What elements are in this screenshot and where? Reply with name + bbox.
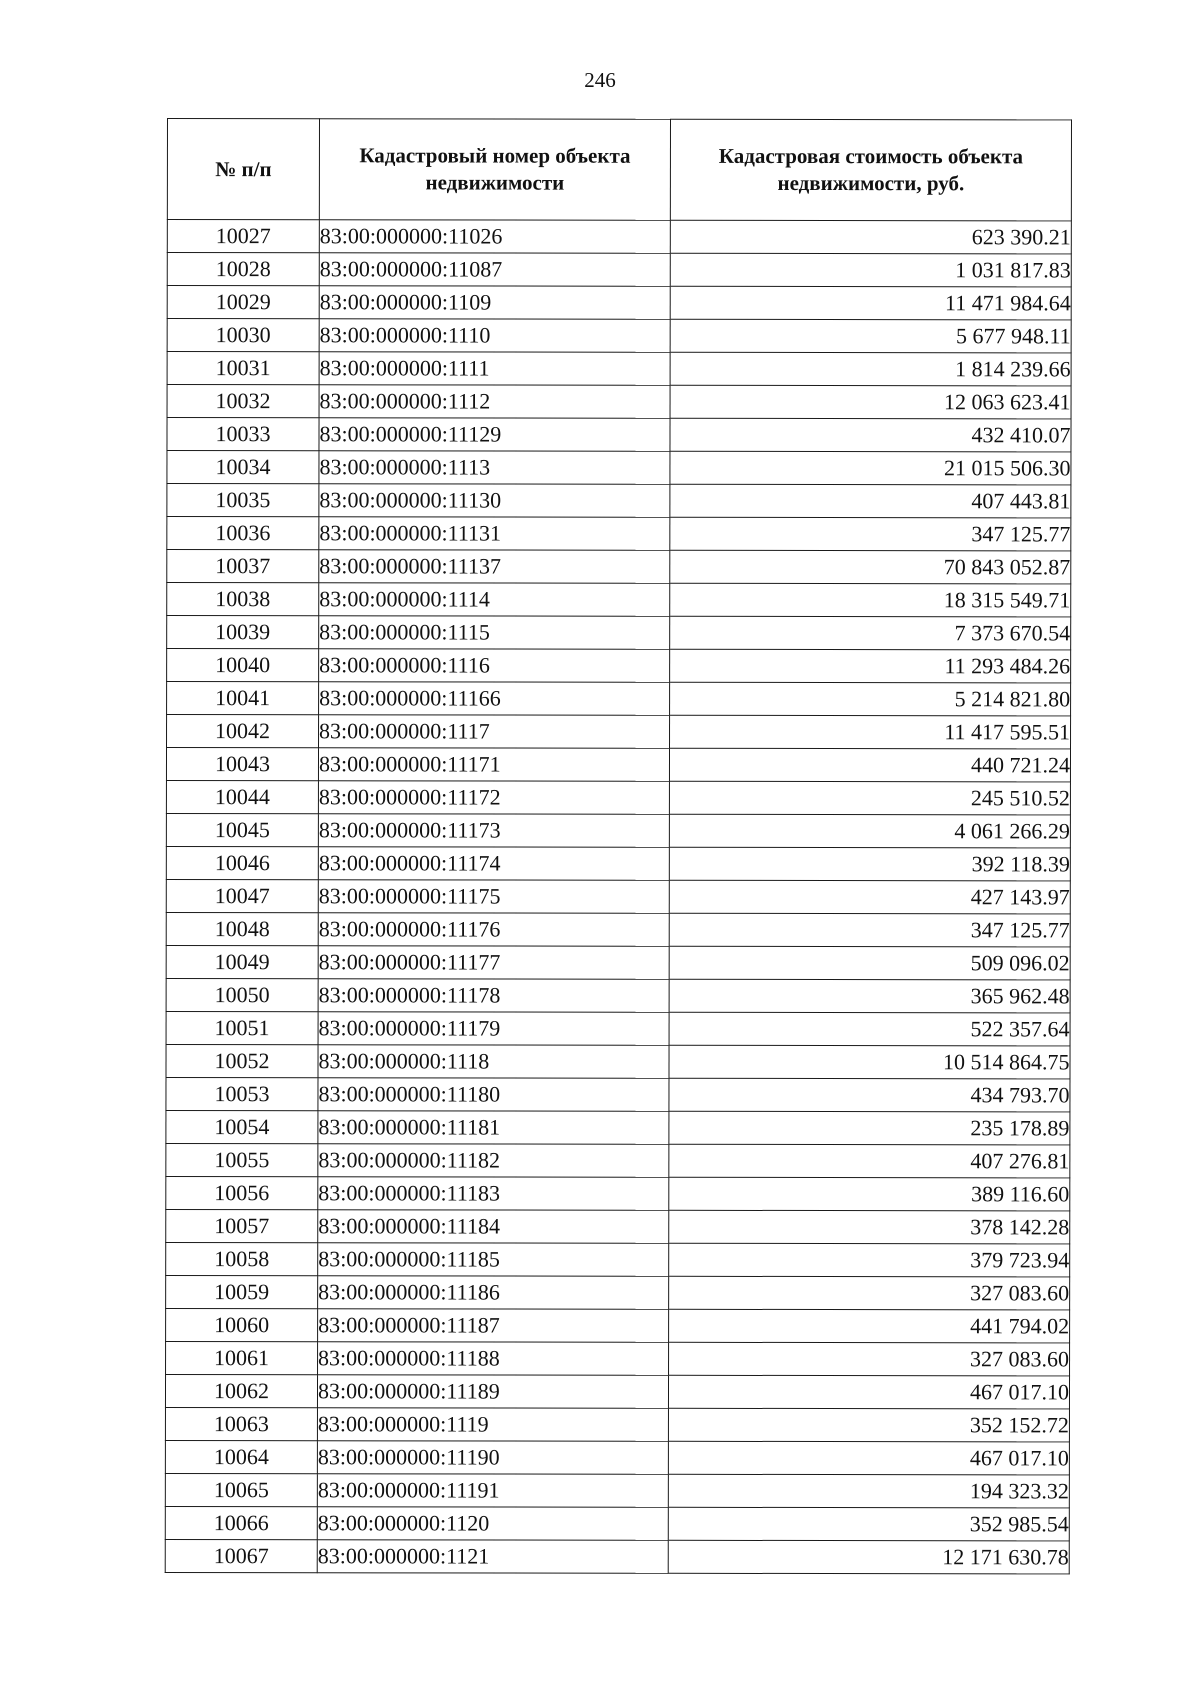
cadastral-value-cell: 245 510.52 bbox=[669, 781, 1070, 815]
table-body bbox=[165, 220, 1071, 1574]
cadastral-value-cell: 327 083.60 bbox=[669, 1276, 1070, 1310]
cadastral-number-cell: 83:00:000000:11184 bbox=[318, 1210, 669, 1244]
cadastral-value-cell: 352 985.54 bbox=[668, 1507, 1069, 1541]
header-row-number: № п/п bbox=[167, 119, 319, 220]
row-number-cell: 10049 bbox=[166, 945, 318, 978]
cadastral-value-cell: 70 843 052.87 bbox=[670, 550, 1071, 584]
cadastral-value-cell: 407 443.81 bbox=[670, 484, 1071, 518]
cadastral-number-cell: 83:00:000000:11130 bbox=[319, 484, 670, 518]
page-number: 246 bbox=[584, 68, 616, 92]
cadastral-value-cell: 347 125.77 bbox=[670, 517, 1071, 551]
cadastral-value-cell: 1 031 817.83 bbox=[670, 253, 1071, 287]
cadastral-number-cell: 83:00:000000:11179 bbox=[318, 1012, 669, 1046]
row-number-cell: 10046 bbox=[166, 846, 318, 879]
cadastral-number-cell: 83:00:000000:11191 bbox=[317, 1474, 668, 1508]
cadastral-value-cell: 21 015 506.30 bbox=[670, 451, 1071, 485]
cadastral-number-cell: 83:00:000000:1120 bbox=[317, 1507, 668, 1541]
cadastral-number-cell: 83:00:000000:11137 bbox=[319, 550, 670, 584]
cadastral-number-cell: 83:00:000000:11177 bbox=[318, 946, 669, 980]
table-row bbox=[167, 352, 1071, 386]
cadastral-value-cell: 434 793.70 bbox=[669, 1078, 1070, 1112]
row-number-cell: 10027 bbox=[167, 220, 319, 253]
cadastral-value-cell: 5 677 948.11 bbox=[670, 319, 1071, 353]
header-row bbox=[167, 119, 1071, 221]
table-row bbox=[166, 1308, 1070, 1342]
cadastral-number-cell: 83:00:000000:11175 bbox=[318, 880, 669, 914]
row-number-cell: 10034 bbox=[167, 451, 319, 484]
row-number-cell: 10029 bbox=[167, 286, 319, 319]
cadastral-value-cell: 441 794.02 bbox=[669, 1309, 1070, 1343]
row-number-cell: 10044 bbox=[166, 780, 318, 813]
cadastral-value-cell: 12 171 630.78 bbox=[668, 1540, 1069, 1574]
cadastral-value-cell: 509 096.02 bbox=[669, 946, 1070, 980]
row-number-cell: 10035 bbox=[167, 484, 319, 517]
row-number-cell: 10031 bbox=[167, 352, 319, 385]
table-row bbox=[166, 813, 1070, 847]
cadastral-number-cell: 83:00:000000:1113 bbox=[319, 451, 670, 485]
row-number-cell: 10053 bbox=[166, 1077, 318, 1110]
cadastral-number-cell: 83:00:000000:11172 bbox=[318, 781, 669, 815]
row-number-cell: 10064 bbox=[165, 1440, 317, 1473]
row-number-cell: 10058 bbox=[166, 1242, 318, 1275]
row-number-cell: 10033 bbox=[167, 418, 319, 451]
cadastral-value-cell: 432 410.07 bbox=[670, 418, 1071, 452]
cadastral-value-cell: 522 357.64 bbox=[669, 1012, 1070, 1046]
row-number-cell: 10057 bbox=[166, 1209, 318, 1242]
cadastral-value-cell: 379 723.94 bbox=[669, 1243, 1070, 1277]
cadastral-value-cell: 347 125.77 bbox=[669, 913, 1070, 947]
row-number-cell: 10048 bbox=[166, 912, 318, 945]
cadastral-number-cell: 83:00:000000:1115 bbox=[319, 616, 670, 650]
cadastral-value-cell: 378 142.28 bbox=[669, 1210, 1070, 1244]
table-row bbox=[166, 780, 1070, 814]
table-row bbox=[167, 517, 1071, 551]
table-row bbox=[166, 879, 1070, 913]
table-row bbox=[167, 682, 1071, 716]
row-number-cell: 10042 bbox=[167, 715, 319, 748]
cadastral-value-table bbox=[165, 118, 1072, 1574]
cadastral-number-cell: 83:00:000000:1109 bbox=[319, 286, 670, 320]
table-row bbox=[166, 846, 1070, 880]
table-row bbox=[166, 1242, 1070, 1276]
header-cadastral-number: Кадастровый номер объекта недвижимости bbox=[319, 119, 670, 221]
table-row bbox=[167, 715, 1071, 749]
cadastral-value-cell: 407 276.81 bbox=[669, 1144, 1070, 1178]
cadastral-number-cell: 83:00:000000:11187 bbox=[318, 1309, 669, 1343]
cadastral-value-cell: 1 814 239.66 bbox=[670, 352, 1071, 386]
cadastral-number-cell: 83:00:000000:11183 bbox=[318, 1177, 669, 1211]
cadastral-number-cell: 83:00:000000:11173 bbox=[318, 814, 669, 848]
row-number-cell: 10066 bbox=[165, 1506, 317, 1539]
cadastral-value-cell: 365 962.48 bbox=[669, 979, 1070, 1013]
table-row bbox=[167, 616, 1071, 650]
cadastral-number-cell: 83:00:000000:11026 bbox=[319, 220, 670, 254]
cadastral-number-cell: 83:00:000000:11181 bbox=[318, 1111, 669, 1145]
cadastral-number-cell: 83:00:000000:1117 bbox=[319, 715, 670, 749]
cadastral-number-cell: 83:00:000000:11189 bbox=[317, 1375, 668, 1409]
cadastral-number-cell: 83:00:000000:11180 bbox=[318, 1078, 669, 1112]
row-number-cell: 10045 bbox=[166, 813, 318, 846]
row-number-cell: 10032 bbox=[167, 385, 319, 418]
row-number-cell: 10030 bbox=[167, 319, 319, 352]
row-number-cell: 10028 bbox=[167, 253, 319, 286]
cadastral-number-cell: 83:00:000000:11131 bbox=[319, 517, 670, 551]
table-row bbox=[167, 583, 1071, 617]
table-row bbox=[166, 945, 1070, 979]
cadastral-number-cell: 83:00:000000:1110 bbox=[319, 319, 670, 353]
row-number-cell: 10060 bbox=[166, 1308, 318, 1341]
cadastral-number-cell: 83:00:000000:11186 bbox=[318, 1276, 669, 1310]
cadastral-value-cell: 11 471 984.64 bbox=[670, 286, 1071, 320]
table-row bbox=[166, 1209, 1070, 1243]
cadastral-value-cell: 7 373 670.54 bbox=[670, 616, 1071, 650]
table-row bbox=[167, 484, 1071, 518]
row-number-cell: 10037 bbox=[167, 550, 319, 583]
table-row bbox=[166, 1341, 1070, 1375]
cadastral-value-cell: 327 083.60 bbox=[669, 1342, 1070, 1376]
cadastral-value-cell: 12 063 623.41 bbox=[670, 385, 1071, 419]
cadastral-number-cell: 83:00:000000:11171 bbox=[318, 748, 669, 782]
table-row bbox=[167, 451, 1071, 485]
cadastral-number-cell: 83:00:000000:1112 bbox=[319, 385, 670, 419]
cadastral-value-cell: 11 293 484.26 bbox=[670, 649, 1071, 683]
cadastral-number-cell: 83:00:000000:11166 bbox=[319, 682, 670, 716]
row-number-cell: 10043 bbox=[166, 748, 318, 781]
cadastral-value-cell: 4 061 266.29 bbox=[669, 814, 1070, 848]
row-number-cell: 10041 bbox=[167, 682, 319, 715]
table-row bbox=[165, 1473, 1069, 1507]
table-row bbox=[167, 418, 1071, 452]
cadastral-number-cell: 83:00:000000:11129 bbox=[319, 418, 670, 452]
row-number-cell: 10061 bbox=[166, 1341, 318, 1374]
table-row bbox=[167, 385, 1071, 419]
cadastral-value-cell: 194 323.32 bbox=[668, 1474, 1069, 1508]
table-row bbox=[165, 1506, 1069, 1540]
cadastral-number-cell: 83:00:000000:11185 bbox=[318, 1243, 669, 1277]
row-number-cell: 10062 bbox=[165, 1374, 317, 1407]
cadastral-value-cell: 623 390.21 bbox=[670, 220, 1071, 254]
row-number-cell: 10059 bbox=[166, 1275, 318, 1308]
cadastral-value-cell: 18 315 549.71 bbox=[670, 583, 1071, 617]
table-row bbox=[167, 319, 1071, 353]
cadastral-value-cell: 11 417 595.51 bbox=[670, 715, 1071, 749]
cadastral-number-cell: 83:00:000000:11190 bbox=[317, 1441, 668, 1475]
cadastral-value-cell: 467 017.10 bbox=[668, 1375, 1069, 1409]
cadastral-value-cell: 5 214 821.80 bbox=[670, 682, 1071, 716]
cadastral-value-cell: 392 118.39 bbox=[669, 847, 1070, 881]
table-row bbox=[166, 748, 1070, 782]
table-row bbox=[166, 1077, 1070, 1111]
cadastral-number-cell: 83:00:000000:1121 bbox=[317, 1540, 668, 1574]
cadastral-value-cell: 235 178.89 bbox=[669, 1111, 1070, 1145]
cadastral-number-cell: 83:00:000000:11188 bbox=[318, 1342, 669, 1376]
table-row bbox=[166, 978, 1070, 1012]
cadastral-value-cell: 10 514 864.75 bbox=[669, 1045, 1070, 1079]
table-row bbox=[166, 1044, 1070, 1078]
cadastral-number-cell: 83:00:000000:11178 bbox=[318, 979, 669, 1013]
cadastral-value-cell: 440 721.24 bbox=[669, 748, 1070, 782]
cadastral-number-cell: 83:00:000000:1119 bbox=[317, 1408, 668, 1442]
header-cadastral-value: Кадастровая стоимость объекта недвижимости, руб. bbox=[670, 119, 1071, 221]
table-row bbox=[165, 1440, 1069, 1474]
cadastral-number-cell: 83:00:000000:1111 bbox=[319, 352, 670, 386]
row-number-cell: 10050 bbox=[166, 978, 318, 1011]
table-row bbox=[166, 1110, 1070, 1144]
row-number-cell: 10052 bbox=[166, 1044, 318, 1077]
table-row bbox=[166, 1176, 1070, 1210]
table-row bbox=[165, 1374, 1069, 1408]
row-number-cell: 10067 bbox=[165, 1539, 317, 1572]
row-number-cell: 10036 bbox=[167, 517, 319, 550]
cadastral-value-cell: 352 152.72 bbox=[668, 1408, 1069, 1442]
cadastral-number-cell: 83:00:000000:1118 bbox=[318, 1045, 669, 1079]
table-row bbox=[166, 1143, 1070, 1177]
table-row bbox=[167, 286, 1071, 320]
cadastral-value-cell: 467 017.10 bbox=[668, 1441, 1069, 1475]
table-row bbox=[166, 1011, 1070, 1045]
cadastral-number-cell: 83:00:000000:11174 bbox=[318, 847, 669, 881]
cadastral-number-cell: 83:00:000000:1116 bbox=[319, 649, 670, 683]
row-number-cell: 10040 bbox=[167, 649, 319, 682]
cadastral-number-cell: 83:00:000000:11176 bbox=[318, 913, 669, 947]
table-row bbox=[166, 1275, 1070, 1309]
table-row bbox=[166, 912, 1070, 946]
row-number-cell: 10051 bbox=[166, 1011, 318, 1044]
table-row bbox=[167, 550, 1071, 584]
row-number-cell: 10056 bbox=[166, 1176, 318, 1209]
table-row bbox=[167, 253, 1071, 287]
cadastral-value-cell: 389 116.60 bbox=[669, 1177, 1070, 1211]
table-header bbox=[167, 119, 1071, 221]
row-number-cell: 10054 bbox=[166, 1110, 318, 1143]
table-row bbox=[165, 1407, 1069, 1441]
table-row bbox=[167, 649, 1071, 683]
row-number-cell: 10065 bbox=[165, 1473, 317, 1506]
row-number-cell: 10055 bbox=[166, 1143, 318, 1176]
row-number-cell: 10063 bbox=[165, 1407, 317, 1440]
table-row bbox=[167, 220, 1071, 254]
table-row bbox=[165, 1539, 1069, 1573]
row-number-cell: 10038 bbox=[167, 583, 319, 616]
cadastral-value-cell: 427 143.97 bbox=[669, 880, 1070, 914]
row-number-cell: 10047 bbox=[166, 879, 318, 912]
cadastral-number-cell: 83:00:000000:11087 bbox=[319, 253, 670, 287]
row-number-cell: 10039 bbox=[167, 616, 319, 649]
cadastral-number-cell: 83:00:000000:1114 bbox=[319, 583, 670, 617]
cadastral-number-cell: 83:00:000000:11182 bbox=[318, 1144, 669, 1178]
